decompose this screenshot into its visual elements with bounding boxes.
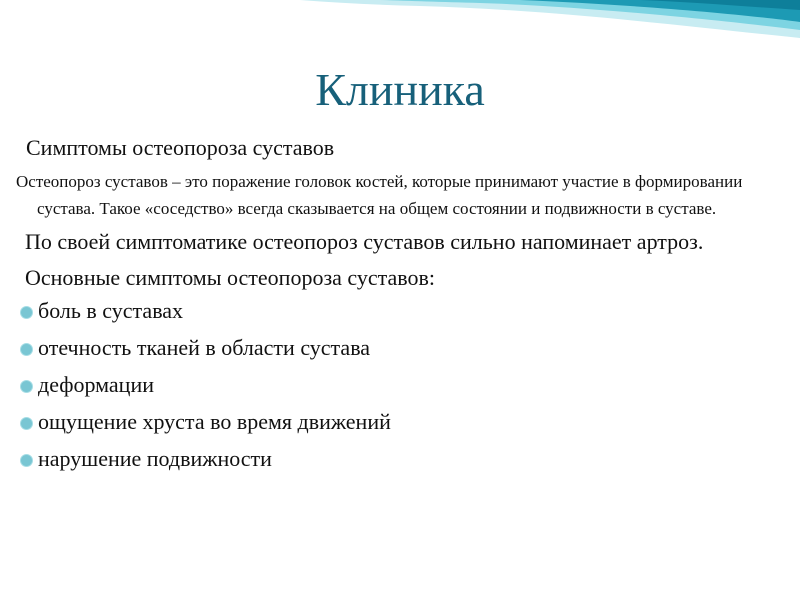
list-item — [16, 297, 786, 325]
slide-content — [16, 134, 786, 482]
bullet-dot-icon — [20, 306, 33, 319]
list-item — [16, 334, 786, 362]
list-item-text: нарушение подвижности — [38, 446, 272, 471]
list-item — [16, 371, 786, 399]
bullet-dot-icon — [20, 380, 33, 393]
bullet-dot-icon — [20, 417, 33, 430]
similarity-paragraph: По своей симптоматике остеопороз суставов сильно напоминает артроз. — [25, 229, 704, 254]
list-item-text: деформации — [38, 372, 155, 397]
list-item — [16, 445, 786, 473]
list-item-text: ощущение хруста во время движений — [38, 409, 391, 434]
symptom-list — [16, 297, 786, 473]
description-paragraph: Остеопороз суставов – это поражение головок костей, которые принимают участие в формировании сустава. Такое «соседство» всегда сказывается на общем состоянии и подвижности в суставе. — [16, 172, 743, 218]
header-wave-decoration — [0, 0, 800, 60]
bullet-dot-icon — [20, 454, 33, 467]
section-heading: Симптомы остеопороза суставов — [26, 135, 335, 160]
symptom-list-intro: Основные симптомы остеопороза суставов: — [25, 265, 436, 290]
list-item — [16, 408, 786, 436]
bullet-dot-icon — [20, 343, 33, 356]
list-item-text: отечность тканей в области сустава — [38, 335, 371, 360]
list-item-text: боль в суставах — [38, 298, 184, 323]
slide-title: Клиника — [315, 64, 485, 115]
